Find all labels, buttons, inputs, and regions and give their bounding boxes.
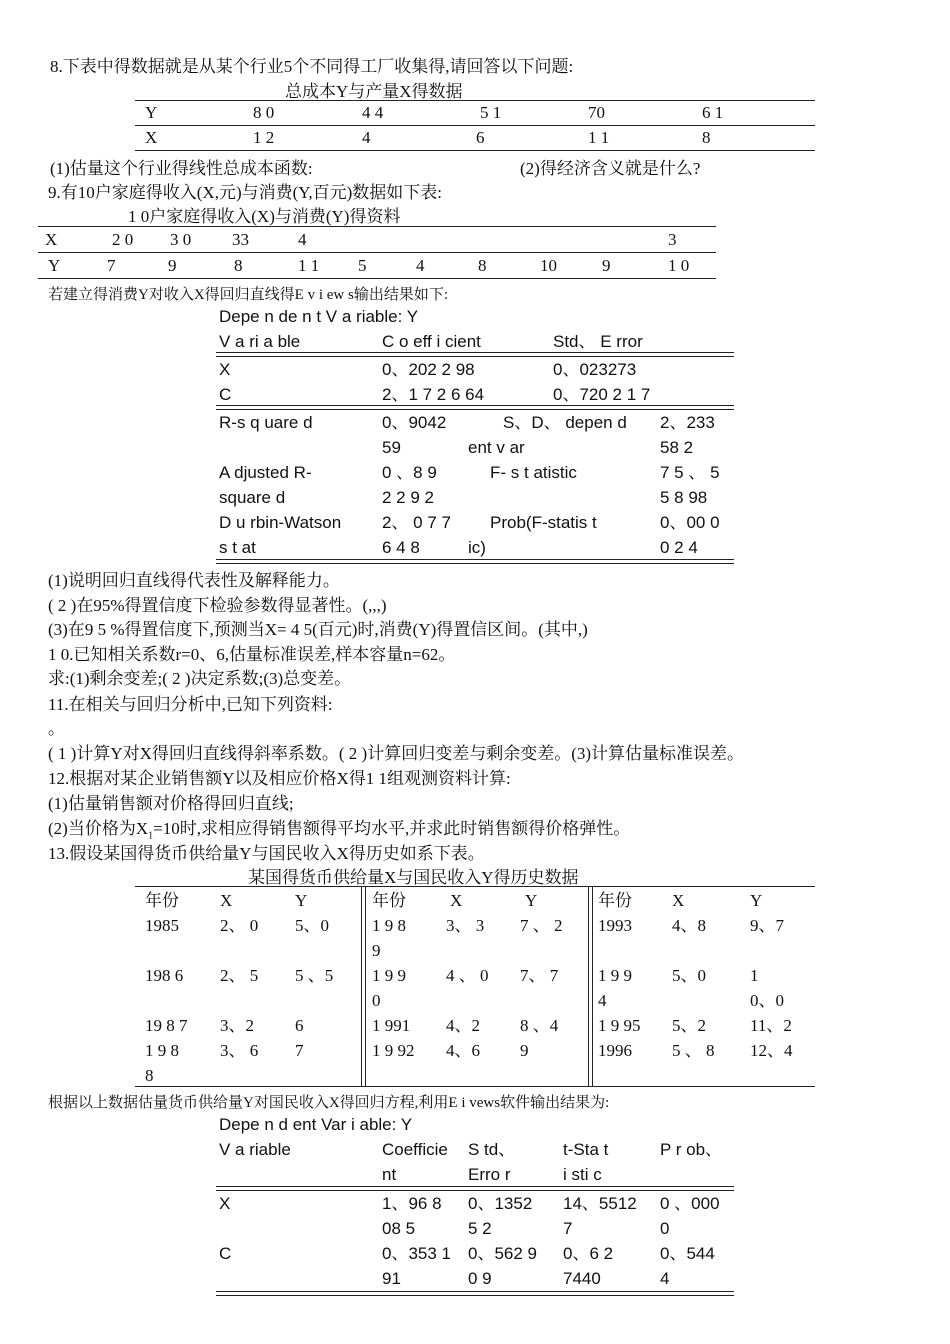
q13-se-c-2: 0 9 <box>468 1269 492 1288</box>
q13-cell: 11、2 <box>750 1016 792 1035</box>
q9-y-cell: 1 1 <box>298 256 320 275</box>
q9-header-std-error: Std、 E rror <box>553 332 643 351</box>
q13-t-x: 14、5512 <box>563 1194 637 1213</box>
q9-stat-value: 58 2 <box>660 438 694 457</box>
q9-y-cell: 5 <box>358 256 367 275</box>
q8-cell: 70 <box>588 103 605 122</box>
q13-header-x: X <box>672 891 685 910</box>
q9-y-cell: 10 <box>540 256 557 275</box>
q9-stat-value: 2、 0 7 7 <box>382 513 451 532</box>
q12-question-2-end: =10时,求相应得销售额得平均水平,并求此时销售额得价格弹性。 <box>153 819 631 838</box>
q11-dot: 。 <box>48 719 65 738</box>
q8-question-1: (1)估量这个行业得线性总成本函数: <box>50 159 313 178</box>
q13-cell: 1996 <box>598 1041 632 1060</box>
q8-table-title: 总成本Y与产量X得数据 <box>285 82 463 101</box>
q13-cell: 1 9 9 <box>598 966 632 985</box>
q13-coef-c: 0、353 1 <box>382 1244 451 1263</box>
q13-se-x: 0、1352 <box>468 1194 533 1213</box>
q10-ask: 求:(1)剩余变差;( 2 )决定系数;(3)总变差。 <box>48 669 352 688</box>
q9-intro: 9.有10户家庭得收入(X,元)与消费(Y,百元)数据如下表: <box>48 183 442 202</box>
q13-header-x: X <box>450 891 463 910</box>
q13-text: 13.假设某国得货币供给量Y与国民收入X得历史如系下表。 <box>48 844 485 863</box>
q12-subscript: 1 <box>148 830 154 842</box>
q9-y-label: Y <box>48 256 61 275</box>
q13-table-title: 某国得货币供给量X与国民收入Y得历史数据 <box>248 868 579 887</box>
q9-y-cell: 8 <box>234 256 243 275</box>
q9-header-coefficient: C o eff i cient <box>382 332 481 351</box>
q13-prob-x: 0 、000 <box>660 1194 720 1213</box>
q9-stat-label: F- s t atistic <box>490 463 577 482</box>
q12-question-2 <box>48 814 630 841</box>
q13-divider-1 <box>361 886 366 1086</box>
q13-cell: 8 <box>145 1066 154 1085</box>
q13-header-year: 年份 <box>145 891 179 910</box>
q13-cell: 9 <box>372 941 381 960</box>
q13-cell: 2、 5 <box>220 966 259 985</box>
q9-x-cell: 33 <box>232 230 249 249</box>
q13-header-coefficient: Coefficie <box>382 1140 448 1159</box>
q13-header-variable: V a riable <box>219 1140 291 1159</box>
q13-header-t-statistic: t-Sta t <box>563 1140 609 1159</box>
q9-stat-value: 6 4 8 <box>382 538 420 557</box>
q13-t-x-2: 7 <box>563 1219 573 1238</box>
q9-table-title: 1 0户家庭得收入(X)与消费(Y)得资料 <box>128 207 401 226</box>
q12-question-2-start: (2)当价格为X <box>48 819 149 838</box>
q13-prob-x-2: 0 <box>660 1219 670 1238</box>
q9-y-cell: 1 0 <box>668 256 690 275</box>
q13-cell: 1985 <box>145 916 179 935</box>
q13-cell: 7 <box>295 1041 304 1060</box>
q13-cell: 4 <box>598 991 607 1010</box>
q13-cell: 1 9 9 <box>372 966 406 985</box>
q9-table-mid-rule <box>38 252 716 253</box>
q9-stat-label: D u rbin-Watson <box>219 513 342 532</box>
q13-cell: 1 9 95 <box>598 1016 641 1035</box>
q13-cell: 4、6 <box>446 1041 480 1060</box>
q9-var-x: X <box>219 360 231 379</box>
q13-bottom-rule <box>216 1291 734 1296</box>
q13-cell: 6 <box>295 1016 304 1035</box>
q9-stat-value: 0 2 4 <box>660 538 698 557</box>
q13-cell: 3、 6 <box>220 1041 259 1060</box>
q9-stat-label: square d <box>219 488 286 507</box>
q13-cell: 19 8 7 <box>145 1016 188 1035</box>
q13-var-c: C <box>219 1244 232 1263</box>
q9-dependent-variable: Depe n de n t V a riable: Y <box>219 307 419 326</box>
q9-se-x: 0、023273 <box>553 360 637 379</box>
q9-x-cell: 3 <box>668 230 677 249</box>
q13-prob-c: 0、544 <box>660 1244 715 1263</box>
q9-stat-value: 0、00 0 <box>660 513 720 532</box>
q9-stat-value: 2 2 9 2 <box>382 488 434 507</box>
q13-cell: 3、 3 <box>446 916 485 935</box>
q8-cell: 1 2 <box>253 128 275 147</box>
q13-header-std-error-2: Erro r <box>468 1165 511 1184</box>
q9-table-bottom-rule <box>38 278 716 279</box>
q9-stat-value: 0 、8 9 <box>382 463 437 482</box>
q8-cell: 4 4 <box>362 103 384 122</box>
q13-cell: 5、0 <box>295 916 329 935</box>
q13-cell: 5、2 <box>672 1016 706 1035</box>
q13-table-top-rule <box>135 886 815 887</box>
q8-intro: 8.下表中得数据就是从某个行业5个不同得工厂收集得,请回答以下问题: <box>50 57 574 76</box>
q13-cell: 1 9 8 <box>145 1041 179 1060</box>
q9-se-c: 0、720 2 1 7 <box>553 385 651 404</box>
q13-header-y: Y <box>295 891 308 910</box>
q13-cell: 4 、 0 <box>446 966 489 985</box>
q13-cell: 2、 0 <box>220 916 259 935</box>
q8-cell: 8 <box>702 128 711 147</box>
q9-stat-value: 2、233 <box>660 413 715 432</box>
q9-stat-value: 7 5 、 5 <box>660 463 720 482</box>
q13-header-prob: P r ob、 <box>660 1140 723 1159</box>
q13-header-year: 年份 <box>598 891 632 910</box>
q13-cell: 12、4 <box>750 1041 793 1060</box>
q9-x-cell: 4 <box>298 230 307 249</box>
q13-divider-2 <box>588 886 593 1086</box>
q13-cell: 0 <box>372 991 381 1010</box>
q13-cell: 1 9 8 <box>372 916 406 935</box>
q12-text: 12.根据对某企业销售额Y以及相应价格X得1 1组观测资料计算: <box>48 769 511 788</box>
q13-table-bottom-rule <box>135 1086 815 1087</box>
q13-cell: 5 、5 <box>295 966 334 985</box>
q9-bottom-rule <box>216 559 734 564</box>
q9-header-variable: V a ri a ble <box>219 332 301 351</box>
q8-cell: 4 <box>362 128 371 147</box>
q13-cell: 4、2 <box>446 1016 480 1035</box>
q13-cell: 1 <box>750 966 759 985</box>
q9-stat-label: A djusted R- <box>219 463 312 482</box>
q9-question-3: (3)在9 5 %得置信度下,预测当X= 4 5(百元)时,消费(Y)得置信区间。(其中,) <box>48 620 588 639</box>
q9-question-1: (1)说明回归直线得代表性及解释能力。 <box>48 571 340 590</box>
q13-header-year: 年份 <box>372 891 406 910</box>
q13-se-c: 0、562 9 <box>468 1244 537 1263</box>
q9-y-cell: 7 <box>107 256 116 275</box>
q13-cell: 7、 7 <box>520 966 559 985</box>
q9-table-top-rule <box>38 226 716 227</box>
q9-x-label: X <box>45 230 58 249</box>
q8-table-top-rule <box>135 100 815 101</box>
q9-x-cell: 2 0 <box>112 230 134 249</box>
q11-ask: ( 1 )计算Y对X得回归直线得斜率系数。( 2 )计算回归变差与剩余变差。(3)计算估量标准误差。 <box>48 744 745 763</box>
q13-header-t-statistic-2: i sti c <box>563 1165 602 1184</box>
q13-cell: 7 、 2 <box>520 916 563 935</box>
q13-prob-c-2: 4 <box>660 1269 670 1288</box>
q8-table-bottom-rule <box>135 150 815 151</box>
q9-stat-label: S、D、 depen d <box>503 413 627 432</box>
q13-cell: 9、7 <box>750 916 784 935</box>
q9-y-cell: 8 <box>478 256 487 275</box>
q13-dependent-variable: Depe n d ent Var i able: Y <box>219 1115 413 1134</box>
q13-cell: 5 、 8 <box>672 1041 715 1060</box>
q12-question-1: (1)估量销售额对价格得回归直线; <box>48 794 294 813</box>
q10-text: 1 0.已知相关系数r=0、6,估量标准误差,样本容量n=62。 <box>48 645 456 664</box>
q8-cell: 5 1 <box>480 103 502 122</box>
q13-cell: 9 <box>520 1041 529 1060</box>
q13-eviews-intro: 根据以上数据估量货币供给量Y对国民收入X得回归方程,利用E i vews软件输出结果为: <box>48 1095 610 1111</box>
q13-coef-x: 1、96 8 <box>382 1194 442 1213</box>
q13-header-y: Y <box>525 891 538 910</box>
q13-cell: 8 、4 <box>520 1016 559 1035</box>
q13-cell: 198 6 <box>145 966 184 985</box>
q13-var-x: X <box>219 1194 231 1213</box>
q13-cell: 4、8 <box>672 916 706 935</box>
q9-stat-label: ic) <box>468 538 486 557</box>
q8-cell: 1 1 <box>588 128 610 147</box>
q8-question-2: (2)得经济含义就是什么? <box>520 159 701 178</box>
q9-coef-x: 0、202 2 98 <box>382 360 475 379</box>
q9-stat-label: Prob(F-statis t <box>490 513 597 532</box>
q9-y-cell: 9 <box>602 256 611 275</box>
q9-eviews-intro: 若建立得消费Y对收入X得回归直线得E v i ew s输出结果如下: <box>48 287 448 303</box>
q13-se-x-2: 5 2 <box>468 1219 492 1238</box>
q13-cell: 3、2 <box>220 1016 254 1035</box>
q9-y-cell: 9 <box>168 256 177 275</box>
q8-cell: 6 1 <box>702 103 724 122</box>
q9-coef-c: 2、1 7 2 6 64 <box>382 385 485 404</box>
q13-cell: 0、0 <box>750 991 784 1010</box>
q13-cell: 1 9 92 <box>372 1041 415 1060</box>
q9-stat-label: s t at <box>219 538 256 557</box>
q9-var-c: C <box>219 385 232 404</box>
q8-cell: 8 0 <box>253 103 275 122</box>
q9-y-cell: 4 <box>416 256 425 275</box>
q13-header-x: X <box>220 891 233 910</box>
q9-x-cell: 3 0 <box>170 230 192 249</box>
q11-text: 11.在相关与回归分析中,已知下列资料: <box>48 695 333 714</box>
q13-t-c-2: 7440 <box>563 1269 601 1288</box>
q9-stat-label: ent v ar <box>468 438 525 457</box>
q13-t-c: 0、6 2 <box>563 1244 614 1263</box>
q13-header-std-error: S td、 <box>468 1140 516 1159</box>
q9-stat-value: 59 <box>382 438 401 457</box>
q9-stat-label: R-s q uare d <box>219 413 313 432</box>
q9-header-rule <box>216 352 734 357</box>
q13-cell: 1993 <box>598 916 632 935</box>
q13-cell: 5、0 <box>672 966 706 985</box>
q8-row-label: Y <box>145 103 158 122</box>
q8-cell: 6 <box>476 128 485 147</box>
q13-coef-c-2: 91 <box>382 1269 401 1288</box>
q8-table-mid-rule <box>135 125 815 126</box>
q9-question-2: ( 2 )在95%得置信度下检验参数得显著性。(,,,) <box>48 596 387 615</box>
q13-coef-x-2: 08 5 <box>382 1219 416 1238</box>
q13-cell: 1 991 <box>372 1016 411 1035</box>
q8-row-label: X <box>145 128 158 147</box>
q13-header-y: Y <box>750 891 763 910</box>
q13-header-coefficient-2: nt <box>382 1165 397 1184</box>
q9-stat-value: 0、9042 <box>382 413 447 432</box>
q9-stat-value: 5 8 98 <box>660 488 708 507</box>
